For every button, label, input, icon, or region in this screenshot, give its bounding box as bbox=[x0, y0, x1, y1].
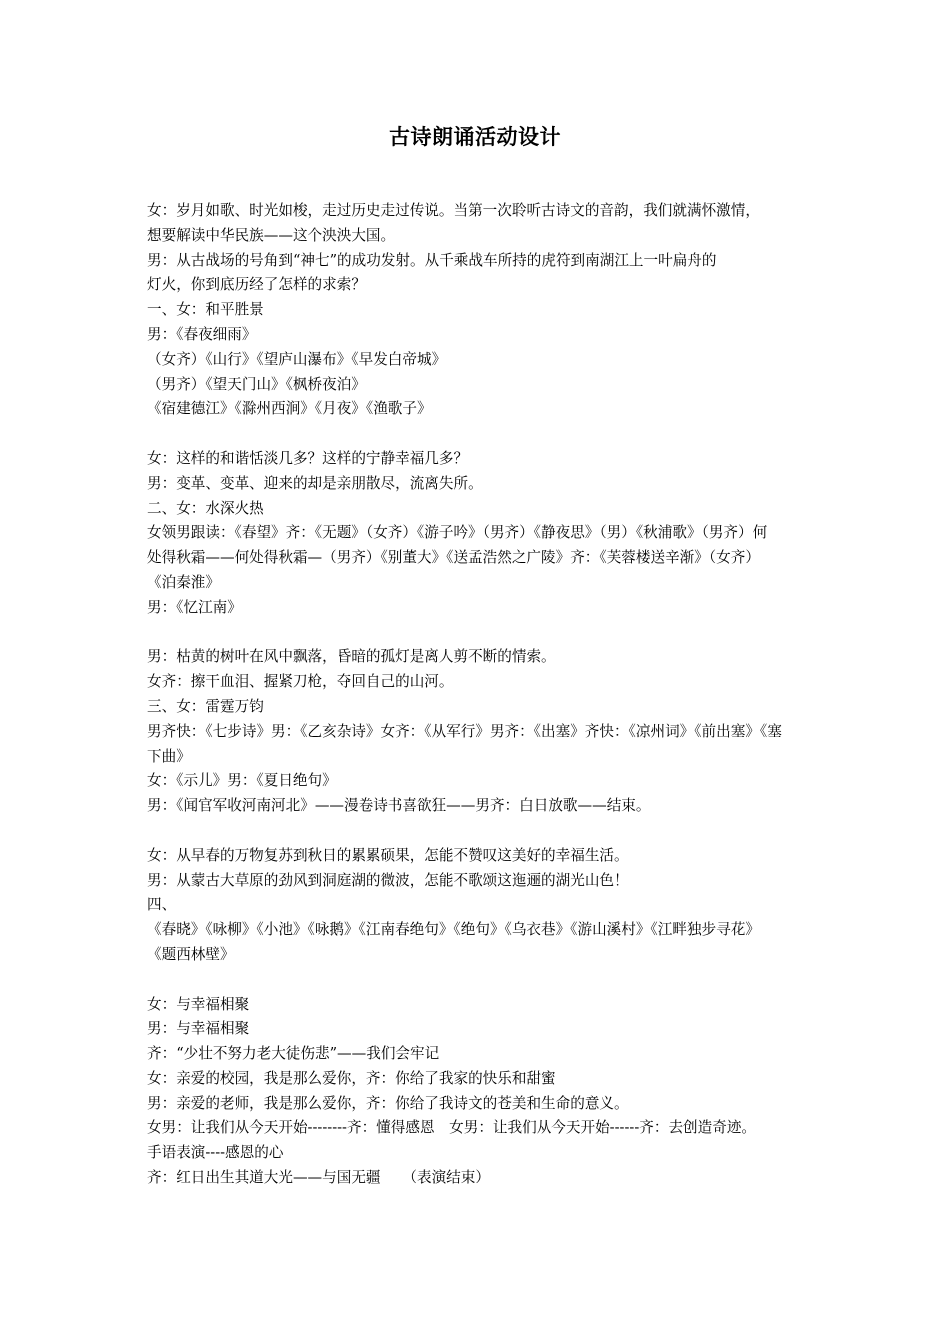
blank-line bbox=[147, 819, 809, 844]
document-title: 古诗朗诵活动设计 bbox=[389, 124, 561, 149]
blank-line bbox=[147, 968, 809, 993]
document-body bbox=[147, 199, 809, 1191]
paragraph-line: 男：《忆江南》 bbox=[147, 598, 242, 616]
paragraph-line: 《泊秦淮》 bbox=[147, 573, 220, 591]
paragraph-line: 齐：红日出生其道大光——与国无疆 （表演结束） bbox=[147, 1169, 490, 1187]
paragraph-line: 男：亲爱的老师，我是那么爱你，齐：你给了我诗文的苍美和生命的意义。 bbox=[147, 1094, 629, 1112]
paragraph-line: 男：从古战场的号角到“神七”的成功发射。从千乘战车所持的虎符到南湖江上一叶扁舟的 bbox=[147, 251, 717, 269]
paragraph-line: （男齐）《望天门山》《枫桥夜泊》 bbox=[147, 375, 366, 393]
paragraph-line: 想要解读中华民族——这个泱泱大国。 bbox=[147, 226, 396, 244]
blank-line bbox=[147, 621, 809, 646]
section-heading: 一、女：和平胜景 bbox=[147, 301, 264, 319]
paragraph-line: 女：岁月如歌、时光如梭，走过历史走过传说。当第一次聆听古诗文的音韵，我们就满怀激情， bbox=[147, 202, 760, 219]
paragraph-line: 男：与幸福相聚 bbox=[147, 1020, 250, 1038]
paragraph-line: 男齐快：《七步诗》男：《乙亥杂诗》女齐：《从军行》男齐：《出塞》齐快：《凉州词》《前出塞》《塞 bbox=[147, 722, 782, 740]
paragraph-line: 男：枯黄的树叶在风中飘落，昏暗的孤灯是离人剪不断的情索。 bbox=[147, 648, 556, 666]
paragraph-line: 《题西林壁》 bbox=[147, 945, 235, 963]
paragraph-line: 女男：让我们从今天开始--------齐：懂得感恩 女男：让我们从今天开始------齐：去创造奇迹。 bbox=[147, 1119, 757, 1137]
section-heading: 四、 bbox=[147, 896, 177, 914]
paragraph-line: 女：从早春的万物复苏到秋日的累累硕果，怎能不赞叹这美好的幸福生活。 bbox=[147, 846, 629, 864]
paragraph-line: 手语表演----感恩的心 bbox=[147, 1144, 284, 1162]
paragraph-line: 女：与幸福相聚 bbox=[147, 995, 250, 1013]
paragraph-line: 男：从蒙古大草原的劲风到洞庭湖的微波，怎能不歌颂这迤逦的湖光山色！ bbox=[147, 871, 629, 889]
paragraph-line: 女：这样的和谐恬淡几多？这样的宁静幸福几多？ bbox=[147, 449, 469, 467]
section-heading: 三、女：雷霆万钧 bbox=[147, 697, 264, 715]
paragraph-line: 齐：“少壮不努力老大徒伤悲”——我们会牢记 bbox=[147, 1045, 440, 1063]
paragraph-line: 下曲》 bbox=[147, 747, 191, 765]
paragraph-line: 《宿建德江》《滁州西涧》《月夜》《渔歌子》 bbox=[147, 400, 432, 418]
paragraph-line: 女：《示儿》男：《夏日绝句》 bbox=[147, 772, 337, 790]
paragraph-line: 男：《春夜细雨》 bbox=[147, 325, 257, 343]
paragraph-line: 女领男跟读：《春望》齐：《无题》（女齐）《游子吟》（男齐）《静夜思》（男）《秋浦歌》（男齐）何 bbox=[147, 524, 768, 542]
paragraph-line: 女齐：擦干血泪、握紧刀枪，夺回自己的山河。 bbox=[147, 673, 454, 691]
section-heading: 二、女：水深火热 bbox=[147, 499, 264, 517]
paragraph-line: 男：《闻官军收河南河北》——漫卷诗书喜欲狂——男齐：白日放歌——结束。 bbox=[147, 797, 651, 815]
paragraph-line: 灯火，你到底历经了怎样的求索？ bbox=[147, 276, 366, 294]
paragraph-line: 《春晓》《咏柳》《小池》《咏鹅》《江南春绝句》《绝句》《乌衣巷》《游山溪村》《江畔独步寻花》 bbox=[147, 921, 760, 939]
blank-line bbox=[147, 422, 809, 447]
paragraph-line: 女：亲爱的校园，我是那么爱你，齐：你给了我家的快乐和甜蜜 bbox=[147, 1069, 556, 1087]
paragraph-line: （女齐）《山行》《望庐山瀑布》《早发白帝城》 bbox=[147, 350, 447, 368]
paragraph-line: 处得秋霜——何处得秋霜—（男齐）《别董大》《送孟浩然之广陵》齐：《芙蓉楼送辛渐》（女齐） bbox=[147, 549, 760, 567]
paragraph-line: 男：变革、变革、迎来的却是亲朋散尽，流离失所。 bbox=[147, 474, 483, 492]
